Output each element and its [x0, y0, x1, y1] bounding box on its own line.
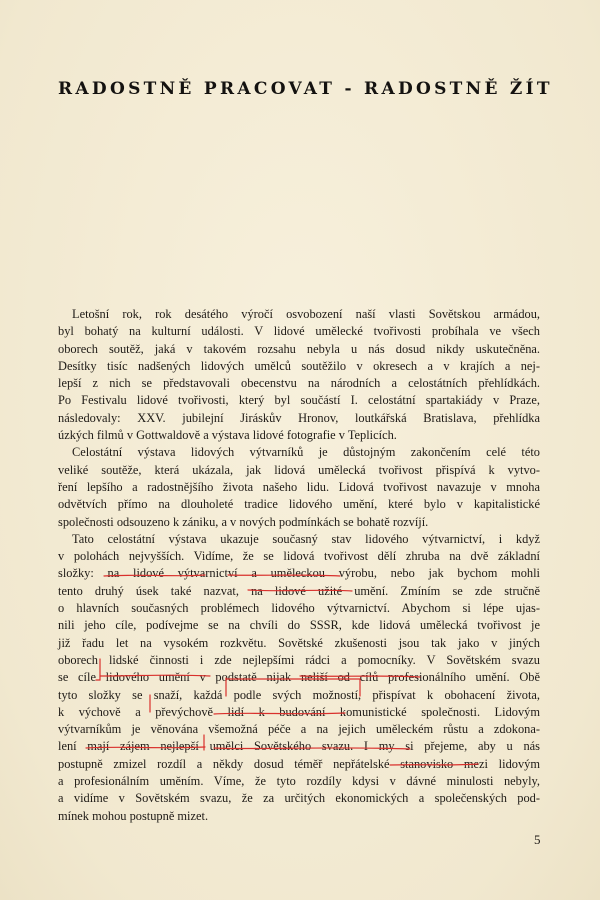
text-line: k výchově a převýchově lidí k budování komunistické společnosti. Lidovým	[58, 704, 540, 719]
text-line: byl bohatý na kulturní události. V lidové umělecké tvořivosti probíhala ve všech	[58, 324, 540, 339]
article-body	[58, 306, 540, 825]
text-line: ření lepšího a radostnějšího života našeho lidu. Lidová tvořivost navazuje v mnoha	[58, 479, 540, 494]
text-line: následovaly: XXV. jubilejní Jiráskův Hronov, loutkářská Bratislava, přehlídka	[58, 410, 540, 425]
text-line: tyto složky se snaží, každá podle svých možností, přispívat k obohacení života,	[58, 687, 540, 702]
text-line: již řadu let na vysokém rozkvětu. Sovětské zkušenosti jsou tak jako v jiných	[58, 635, 540, 650]
text-line: a vidíme v Sovětském svazu, že za určitých ekonomických a společenských pod-	[58, 791, 540, 806]
text-line: mínek mohou postupně mizet.	[58, 808, 209, 823]
text-line: se cíle lidového umění v podstatě nijak neliší od cílů profesionálního umění. Obě	[58, 670, 540, 685]
text-line: tento druhý úsek také nazvat, na lidové užité umění. Zmíním se zde stručně	[58, 583, 540, 598]
text-line: výtvarníkům je věnována všemožná péče a na jejich uměleckém růstu a zdokona-	[58, 722, 540, 737]
text-line: Celostátní výstava lidových výtvarníků je důstojným zakončením celé této	[72, 445, 540, 460]
text-line: nili jeho cíle, podívejme se na chvíli do SSSR, kde lidová umělecká tvořivost je	[58, 618, 540, 633]
text-line: lepší z nich se představovali obecenstvu na národních a celostátních přehlídkách.	[58, 376, 540, 391]
text-line: úzkých filmů v Gottwaldově a výstava lidové fotografie v Teplicích.	[58, 428, 397, 443]
text-line: oborech lidské činnosti i zde nejlepšími rádci a pomocníky. V Sovětském svazu	[58, 652, 540, 667]
text-line: odvětvích přímo na dlouholeté tradice lidového umění, které bylo v kapitalistické	[58, 497, 540, 512]
paragraph-1	[58, 306, 540, 444]
text-line: a profesionálním uměním. Víme, že tyto rozdíly kdysi v dávné minulosti nebyly,	[58, 774, 540, 789]
paragraph-3	[58, 531, 540, 825]
page-number: 5	[534, 832, 541, 847]
text-line: postupně zmizel rozdíl a někdy dosud téměř nepřátelské stanovisko mezi lidovým	[58, 756, 540, 771]
page-title: RADOSTNĚ PRACOVAT - RADOSTNĚ ŽÍT	[58, 79, 553, 99]
text-line: oborech soutěž, jaká v takovém rozsahu nebyla u nás dosud nikdy uskutečněna.	[58, 341, 540, 356]
text-line: Letošní rok, rok desátého výročí osvobození naší vlasti Sovětskou armádou,	[72, 307, 540, 321]
text-line: v polohách nejvyšších. Vidíme, že se lidová tvořivost dělí zhruba na dvě základní	[58, 549, 540, 564]
text-line: Tato celostátní výstava ukazuje současný stav lidového výtvarnictví, i když	[72, 531, 540, 546]
paragraph-2	[58, 444, 540, 530]
text-line: Desítky tisíc nadšených lidových umělců soutěžilo v okresech a v krajích a nej-	[58, 358, 540, 373]
text-line: veliké soutěže, která ukázala, jak lidová umělecká tvořivost přispívá k vytvo-	[58, 462, 540, 477]
text-line: společnosti odsouzeno k zániku, a v nových podmínkách se bohatě rozvíjí.	[58, 514, 429, 529]
text-line: lení mají zájem nejlepší umělci Sovětského svazu. I my si přejeme, aby u nás	[58, 739, 540, 754]
text-line: Po Festivalu lidové tvořivosti, který byl součástí I. celostátní spartakiády v Praze,	[58, 393, 540, 408]
text-line: složky: na lidové výtvarnictví a uměleckou výrobu, nebo jak bychom mohli	[58, 566, 540, 581]
text-line: o hlavních současných problémech lidového výtvarnictví. Abychom si lépe ujas-	[58, 601, 540, 616]
